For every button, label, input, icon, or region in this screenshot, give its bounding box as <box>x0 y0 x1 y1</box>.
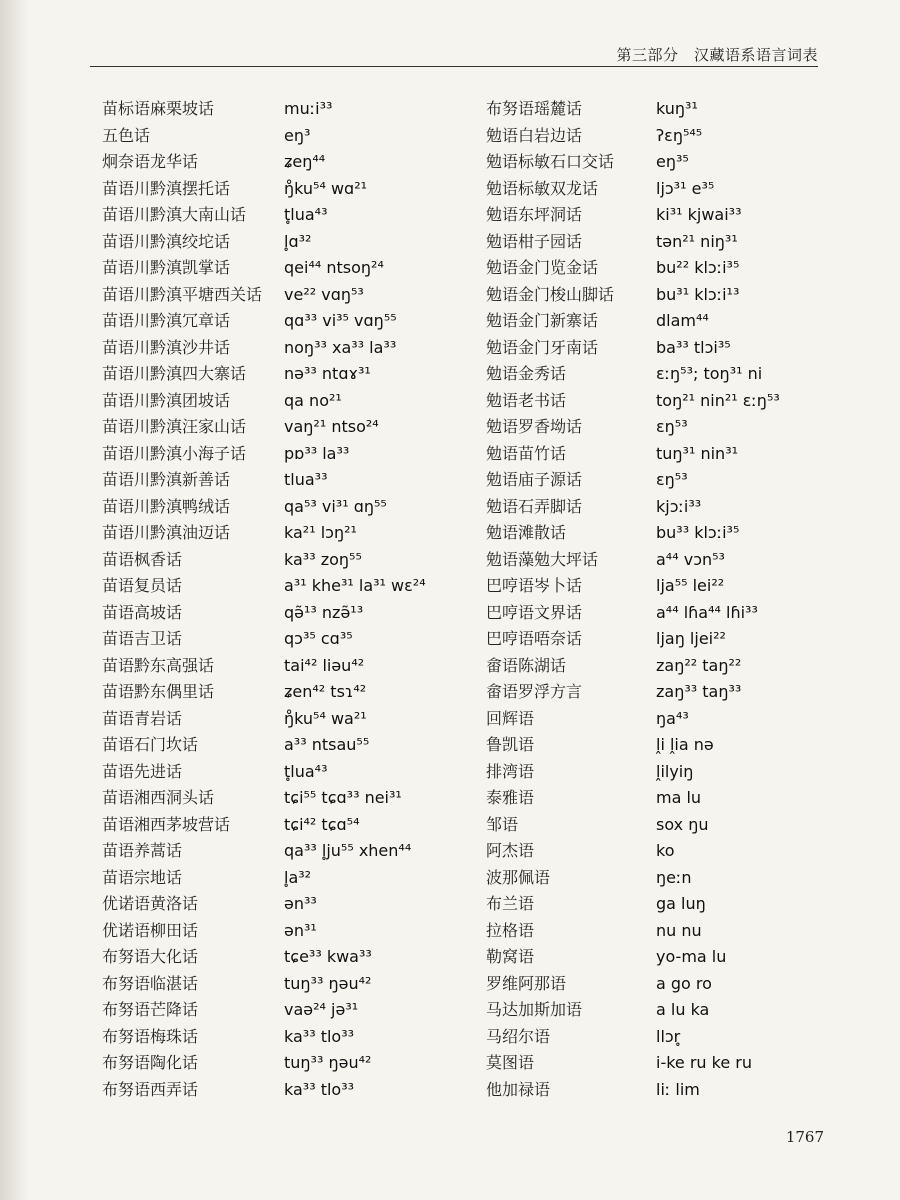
language-name: 布努语临湛话 <box>102 973 199 993</box>
word-entry-row <box>486 918 846 945</box>
word-entry-row <box>486 997 846 1024</box>
phonetic-form: qa no²¹ <box>284 390 342 410</box>
language-name: 勉语白岩边话 <box>486 125 583 145</box>
phonetic-form: tɕi⁵⁵ tɕɑ³³ nei³¹ <box>284 788 402 807</box>
word-entry-row <box>102 255 480 282</box>
language-name: 苗语枫香话 <box>102 549 183 569</box>
word-entry-row <box>486 255 846 282</box>
word-entry-row <box>102 547 480 574</box>
word-entry-row <box>486 759 846 786</box>
word-entry-row <box>486 865 846 892</box>
word-entry-row <box>102 202 480 229</box>
language-name: 波那佩语 <box>486 867 551 887</box>
language-name: 苗语川黔滇四大寨话 <box>102 364 247 383</box>
word-entry-row <box>102 467 480 494</box>
word-entry-row <box>102 838 480 865</box>
language-name: 巴哼语文界话 <box>486 602 583 622</box>
running-header: 第三部分 汉藏语系语言词表 <box>616 46 818 64</box>
word-entry-row <box>486 838 846 865</box>
word-entry-row <box>486 600 846 627</box>
phonetic-form: tɕi⁴² tɕɑ⁵⁴ <box>284 814 360 834</box>
phonetic-form: tɕe³³ kwa³³ <box>284 947 372 966</box>
phonetic-form: eŋ³⁵ <box>656 152 689 171</box>
language-name: 优诺语黄洛话 <box>102 894 199 913</box>
language-name: 邹语 <box>486 814 519 834</box>
header-rule <box>90 66 818 67</box>
word-entry-row <box>486 282 846 309</box>
language-name: 苗语黔东偶里话 <box>102 682 215 701</box>
word-entry-row <box>102 282 480 309</box>
phonetic-form: ljaŋ ljei²² <box>656 629 726 648</box>
word-entry-row <box>102 732 480 759</box>
phonetic-form: ŋ̊ku⁵⁴ wa²¹ <box>284 708 367 728</box>
phonetic-form: ba³³ tlɔi³⁵ <box>656 337 731 357</box>
language-name: 苗语川黔滇大南山话 <box>102 205 247 224</box>
phonetic-form: ʑeŋ⁴⁴ <box>284 152 326 171</box>
phonetic-form: a go ro <box>656 973 712 993</box>
word-entry-row <box>486 229 846 256</box>
word-entry-row <box>486 626 846 653</box>
phonetic-form: qei⁴⁴ ntsoŋ²⁴ <box>284 258 384 277</box>
language-name: 勉语东坪洞话 <box>486 205 583 224</box>
language-name: 拉格语 <box>486 920 535 940</box>
phonetic-form: dlam⁴⁴ <box>656 311 709 330</box>
word-entry-row <box>102 96 480 123</box>
language-name: 苗语川黔滇凯掌话 <box>102 258 231 277</box>
word-entry-row <box>486 96 846 123</box>
language-name: 阿杰语 <box>486 841 535 860</box>
word-entry-row <box>486 1024 846 1051</box>
language-name: 苗语湘西洞头话 <box>102 788 215 807</box>
language-name: 勒窝语 <box>486 947 535 966</box>
word-entry-row <box>102 1024 480 1051</box>
phonetic-form: ka²¹ lɔŋ²¹ <box>284 523 357 542</box>
language-name: 勉语庙子源话 <box>486 470 583 489</box>
phonetic-form: kuŋ³¹ <box>656 99 698 118</box>
phonetic-form: llɔr̥ <box>656 1026 681 1046</box>
language-name: 苗语川黔滇绞坨话 <box>102 231 231 251</box>
word-entry-row <box>486 467 846 494</box>
word-entry-row <box>102 414 480 441</box>
phonetic-form: tuŋ³³ ŋəu⁴² <box>284 973 372 993</box>
language-name: 布努语瑶麓话 <box>486 99 583 118</box>
phonetic-form: qɑ³³ vi³⁵ vɑŋ⁵⁵ <box>284 311 397 330</box>
language-name: 勉语苗竹话 <box>486 443 567 463</box>
word-entry-row <box>102 149 480 176</box>
language-name: 苗语川黔滇平塘西关话 <box>102 284 263 304</box>
language-name: 他加禄语 <box>486 1079 551 1099</box>
language-name: 勉语金门览金话 <box>486 258 599 277</box>
phonetic-form: kjɔːi³³ <box>656 496 702 516</box>
language-name: 优诺语柳田话 <box>102 920 199 940</box>
language-name: 布努语梅珠话 <box>102 1026 199 1046</box>
phonetic-form: ḽilyiŋ <box>656 761 694 781</box>
word-entry-row <box>486 1050 846 1077</box>
word-entry-row <box>486 706 846 733</box>
language-name: 苗语湘西茅坡营话 <box>102 814 231 834</box>
word-entry-row <box>102 759 480 786</box>
language-name: 苗语川黔滇鸭绒话 <box>102 496 231 516</box>
word-entry-row <box>486 653 846 680</box>
language-name: 畲语陈湖话 <box>486 655 567 675</box>
word-entry-row <box>486 414 846 441</box>
phonetic-form: eŋ³ <box>284 125 311 145</box>
phonetic-form: ki³¹ kjwai³³ <box>656 205 742 224</box>
phonetic-form: ŋeːn <box>656 867 692 887</box>
phonetic-form: zaŋ²² taŋ²² <box>656 655 742 675</box>
language-name: 苗语川黔滇沙井话 <box>102 337 231 357</box>
language-name: 苗语川黔滇小海子话 <box>102 443 247 463</box>
word-entry-row <box>486 149 846 176</box>
phonetic-form: ka³³ zoŋ⁵⁵ <box>284 549 362 569</box>
phonetic-form: liː lim <box>656 1079 700 1099</box>
phonetic-form: t̥lua⁴³ <box>284 761 328 781</box>
language-name: 排湾语 <box>486 761 535 781</box>
phonetic-form: qa⁵³ vi³¹ ɑŋ⁵⁵ <box>284 496 387 516</box>
phonetic-form: tai⁴² liəu⁴² <box>284 655 365 675</box>
phonetic-form: a³³ ntsau⁵⁵ <box>284 735 370 754</box>
phonetic-form: qə̃¹³ nzə̃¹³ <box>284 602 364 622</box>
word-entry-row <box>102 653 480 680</box>
phonetic-form: ən³³ <box>284 894 317 913</box>
word-entry-row <box>102 1077 480 1104</box>
word-entry-row <box>102 706 480 733</box>
language-name: 苗语川黔滇摆托话 <box>102 178 231 198</box>
word-entry-row <box>486 308 846 335</box>
language-name: 苗标语麻栗坡话 <box>102 99 215 118</box>
phonetic-form: vaŋ²¹ ntso²⁴ <box>284 417 379 436</box>
language-name: 勉语金秀话 <box>486 364 567 383</box>
word-entry-row <box>486 1077 846 1104</box>
language-name: 泰雅语 <box>486 788 535 807</box>
language-name: 苗语高坡话 <box>102 602 183 622</box>
word-entry-row <box>486 679 846 706</box>
word-entry-row <box>486 520 846 547</box>
phonetic-form: ŋa⁴³ <box>656 708 689 728</box>
word-entry-row <box>102 918 480 945</box>
word-entry-row <box>486 123 846 150</box>
word-entry-row <box>102 785 480 812</box>
phonetic-form: bu²² klɔːi³⁵ <box>656 258 740 277</box>
word-entry-row <box>102 812 480 839</box>
phonetic-form: nə³³ ntɑɤ³¹ <box>284 364 371 383</box>
language-name: 勉语标敏石口交话 <box>486 152 615 171</box>
phonetic-form: pɒ³³ la³³ <box>284 443 350 463</box>
word-entry-row <box>102 679 480 706</box>
word-entry-row <box>102 997 480 1024</box>
word-entry-row <box>486 944 846 971</box>
word-entry-row <box>486 202 846 229</box>
phonetic-form: ʑen⁴² tsɿ⁴² <box>284 682 367 701</box>
word-entry-row <box>102 1050 480 1077</box>
word-entry-row <box>102 865 480 892</box>
word-entry-row <box>102 388 480 415</box>
language-name: 巴哼语岑卜话 <box>486 576 583 595</box>
language-name: 勉语金门牙南话 <box>486 337 599 357</box>
phonetic-form: ŋ̊ku⁵⁴ wɑ²¹ <box>284 178 368 198</box>
word-entry-row <box>102 123 480 150</box>
phonetic-form: toŋ²¹ nin²¹ ɛːŋ⁵³ <box>656 390 780 410</box>
language-name: 苗语川黔滇新善话 <box>102 470 231 489</box>
language-name: 勉语藻勉大坪话 <box>486 549 599 569</box>
phonetic-form: ʔɛŋ⁵⁴⁵ <box>656 125 703 145</box>
language-name: 苗语川黔滇团坡话 <box>102 390 231 410</box>
language-name: 苗语黔东高强话 <box>102 655 215 675</box>
phonetic-form: ɛŋ⁵³ <box>656 417 688 436</box>
language-name: 苗语川黔滇冗章话 <box>102 311 231 330</box>
left-column <box>102 96 480 1103</box>
phonetic-form: vaə²⁴ jə³¹ <box>284 1000 359 1019</box>
word-entry-row <box>486 335 846 362</box>
language-name: 苗语宗地话 <box>102 867 183 887</box>
word-entry-row <box>102 441 480 468</box>
language-name: 布努语芒降话 <box>102 1000 199 1019</box>
language-name: 巴哼语唔奈话 <box>486 629 583 648</box>
phonetic-form: ka³³ tlo³³ <box>284 1079 355 1099</box>
phonetic-form: zaŋ³³ taŋ³³ <box>656 682 742 701</box>
language-name: 炯奈语龙华话 <box>102 152 199 171</box>
phonetic-form: muːi³³ <box>284 99 333 118</box>
phonetic-form: a⁴⁴ lɦa⁴⁴ lɦi³³ <box>656 602 758 622</box>
language-name: 苗语石门坎话 <box>102 735 199 754</box>
word-entry-row <box>486 732 846 759</box>
phonetic-form: ka³³ tlo³³ <box>284 1026 355 1046</box>
word-entry-row <box>102 229 480 256</box>
word-entry-row <box>486 971 846 998</box>
language-name: 苗语川黔滇汪家山话 <box>102 417 247 436</box>
phonetic-form: a³¹ khe³¹ la³¹ wɛ²⁴ <box>284 576 426 595</box>
language-name: 苗语复员话 <box>102 576 183 595</box>
language-name: 布兰语 <box>486 894 535 913</box>
word-entry-row <box>102 573 480 600</box>
language-name: 回辉语 <box>486 708 535 728</box>
word-entry-row <box>486 891 846 918</box>
language-name: 勉语柑子园话 <box>486 231 583 251</box>
phonetic-form: a⁴⁴ vɔn⁵³ <box>656 549 725 569</box>
language-name: 勉语标敏双龙话 <box>486 178 599 198</box>
word-entry-row <box>486 785 846 812</box>
language-name: 布努语陶化话 <box>102 1053 199 1072</box>
phonetic-form: a lu ka <box>656 1000 710 1019</box>
phonetic-form: ma lu <box>656 788 702 807</box>
word-entry-row <box>486 176 846 203</box>
phonetic-form: ɛŋ⁵³ <box>656 470 688 489</box>
language-name: 勉语老书话 <box>486 390 567 410</box>
word-entry-row <box>486 441 846 468</box>
word-entry-row <box>102 891 480 918</box>
language-name: 布努语大化话 <box>102 947 199 966</box>
language-name: 勉语滩散话 <box>486 523 567 542</box>
word-entry-row <box>486 573 846 600</box>
phonetic-form: ljɔ³¹ e³⁵ <box>656 178 715 198</box>
phonetic-form: ve²² vɑŋ⁵³ <box>284 284 364 304</box>
language-name: 苗语川黔滇油迈话 <box>102 523 231 542</box>
language-name: 勉语罗香坳话 <box>486 417 583 436</box>
phonetic-form: bu³¹ klɔːi¹³ <box>656 284 740 304</box>
language-name: 苗语青岩话 <box>102 708 183 728</box>
word-entry-row <box>102 176 480 203</box>
word-entry-row <box>486 547 846 574</box>
phonetic-form: ən³¹ <box>284 920 317 940</box>
phonetic-form: ga luŋ <box>656 894 706 913</box>
right-column <box>486 96 846 1103</box>
phonetic-form: tuŋ³³ ŋəu⁴² <box>284 1053 372 1072</box>
phonetic-form: sox ŋu <box>656 814 709 834</box>
word-entry-row <box>102 971 480 998</box>
language-name: 苗语吉卫话 <box>102 629 183 648</box>
language-name: 勉语金门梭山脚话 <box>486 284 615 304</box>
word-entry-row <box>486 388 846 415</box>
language-name: 罗维阿那语 <box>486 973 567 993</box>
phonetic-form: qa³³ l̥ju⁵⁵ xhen⁴⁴ <box>284 841 412 860</box>
phonetic-form: lja⁵⁵ lei²² <box>656 576 725 595</box>
language-name: 畲语罗浮方言 <box>486 682 583 701</box>
word-entry-row <box>486 812 846 839</box>
phonetic-form: l̥a³² <box>284 867 312 887</box>
language-name: 马达加斯加语 <box>486 1000 583 1019</box>
word-entry-row <box>486 494 846 521</box>
language-name: 勉语石弄脚话 <box>486 496 583 516</box>
phonetic-form: ḽi ḽia nə <box>656 735 714 754</box>
phonetic-form: noŋ³³ xa³³ la³³ <box>284 337 397 357</box>
language-name: 勉语金门新寨话 <box>486 311 599 330</box>
word-entry-row <box>486 361 846 388</box>
word-entry-row <box>102 361 480 388</box>
language-name: 莫图语 <box>486 1053 535 1072</box>
phonetic-form: tən²¹ niŋ³¹ <box>656 231 738 251</box>
language-name: 布努语西弄话 <box>102 1079 199 1099</box>
phonetic-form: i-ke ru ke ru <box>656 1053 752 1072</box>
language-name: 鲁凯语 <box>486 735 535 754</box>
phonetic-form: tlua³³ <box>284 470 328 489</box>
word-entry-row <box>102 600 480 627</box>
phonetic-form: yo-ma lu <box>656 947 727 966</box>
word-entry-row <box>102 520 480 547</box>
phonetic-form: t̥lua⁴³ <box>284 205 328 224</box>
phonetic-form: bu³³ klɔːi³⁵ <box>656 523 740 542</box>
page-edge-shadow <box>0 0 28 1200</box>
word-entry-row <box>102 494 480 521</box>
language-name: 苗语先进话 <box>102 761 183 781</box>
word-entry-row <box>102 335 480 362</box>
phonetic-form: ɛːŋ⁵³; toŋ³¹ ni <box>656 364 763 383</box>
language-name: 五色话 <box>102 125 151 145</box>
word-entry-row <box>102 944 480 971</box>
phonetic-form: qɔ³⁵ cɑ³⁵ <box>284 629 353 648</box>
phonetic-form: ko <box>656 841 675 860</box>
phonetic-form: nu nu <box>656 920 702 940</box>
phonetic-form: tuŋ³¹ nin³¹ <box>656 443 739 463</box>
word-entry-row <box>102 626 480 653</box>
page-number: 1767 <box>785 1128 824 1146</box>
language-name: 苗语养蒿话 <box>102 841 183 860</box>
language-name: 马绍尔语 <box>486 1026 551 1046</box>
word-entry-row <box>102 308 480 335</box>
phonetic-form: l̥ɑ³² <box>284 231 312 251</box>
